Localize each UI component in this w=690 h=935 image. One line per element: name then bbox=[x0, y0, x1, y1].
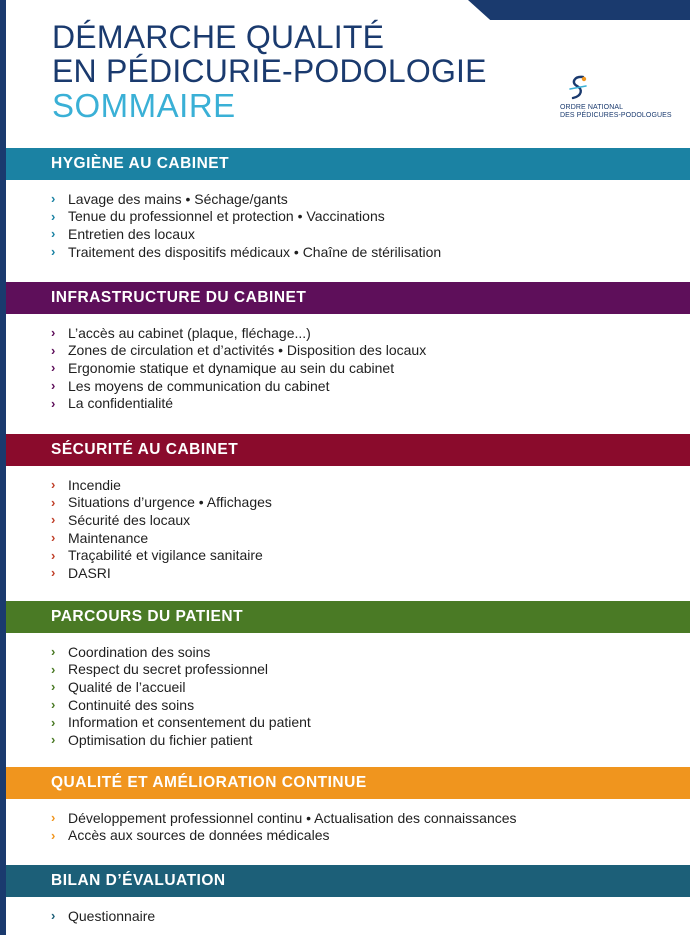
list-item-label: Tenue du professionnel et protection • Vaccinations bbox=[68, 208, 385, 225]
chevron-right-icon: › bbox=[51, 565, 56, 581]
list-item[interactable] bbox=[51, 564, 690, 582]
chevron-right-icon: › bbox=[51, 661, 56, 677]
logo-text bbox=[560, 104, 672, 120]
chevron-right-icon: › bbox=[51, 395, 56, 411]
chevron-right-icon: › bbox=[51, 827, 56, 843]
list-item[interactable] bbox=[51, 546, 690, 564]
list-item-label: Traçabilité et vigilance sanitaire bbox=[68, 547, 263, 564]
title-line-2: EN PÉDICURIE-PODOLOGIE bbox=[52, 53, 487, 89]
chevron-right-icon: › bbox=[51, 342, 56, 358]
list-item[interactable] bbox=[51, 696, 690, 714]
list-item-label: Maintenance bbox=[68, 529, 149, 546]
list-item-label: Respect du secret professionnel bbox=[68, 661, 268, 678]
document-header bbox=[52, 20, 487, 124]
list-item[interactable] bbox=[51, 342, 690, 360]
list-item[interactable] bbox=[51, 713, 690, 731]
section-heading[interactable]: SÉCURITÉ AU CABINET bbox=[6, 434, 690, 466]
toc-section bbox=[6, 601, 690, 749]
list-item[interactable] bbox=[51, 678, 690, 696]
title-line-1: DÉMARCHE QUALITÉ bbox=[52, 19, 385, 55]
section-item-list bbox=[6, 466, 690, 582]
list-item[interactable] bbox=[51, 809, 690, 827]
chevron-right-icon: › bbox=[51, 697, 56, 713]
toc-section bbox=[6, 767, 690, 844]
section-heading[interactable]: HYGIÈNE AU CABINET bbox=[6, 148, 690, 180]
section-item-list bbox=[6, 633, 690, 749]
chevron-right-icon: › bbox=[51, 810, 56, 826]
list-item[interactable] bbox=[51, 661, 690, 679]
chevron-right-icon: › bbox=[51, 644, 56, 660]
chevron-right-icon: › bbox=[51, 530, 56, 546]
chevron-right-icon: › bbox=[51, 908, 56, 924]
list-item-label: Développement professionnel continu • Actualisation des connaissances bbox=[68, 809, 517, 826]
logo-text-line-1: ORDRE NATIONAL bbox=[560, 104, 624, 111]
list-item[interactable] bbox=[51, 529, 690, 547]
chevron-right-icon: › bbox=[51, 325, 56, 341]
section-item-list bbox=[6, 897, 690, 925]
list-item-label: Coordination des soins bbox=[68, 643, 211, 660]
list-item-label: Zones de circulation et d’activités • Disposition des locaux bbox=[68, 342, 427, 359]
list-item[interactable] bbox=[51, 907, 690, 925]
list-item-label: Situations d’urgence • Affichages bbox=[68, 494, 272, 511]
chevron-right-icon: › bbox=[51, 244, 56, 260]
chevron-right-icon: › bbox=[51, 494, 56, 510]
list-item-label: Optimisation du fichier patient bbox=[68, 731, 253, 748]
chevron-right-icon: › bbox=[51, 208, 56, 224]
list-item-label: Lavage des mains • Séchage/gants bbox=[68, 190, 288, 207]
chevron-right-icon: › bbox=[51, 477, 56, 493]
ordre-logo bbox=[558, 74, 678, 124]
list-item-label: Information et consentement du patient bbox=[68, 714, 311, 731]
list-item-label: Entretien des locaux bbox=[68, 225, 195, 242]
logo-text-line-2: DES PÉDICURES-PODOLOGUES bbox=[560, 112, 672, 119]
list-item-label: Incendie bbox=[68, 476, 121, 493]
list-item[interactable] bbox=[51, 511, 690, 529]
section-item-list bbox=[6, 314, 690, 412]
chevron-right-icon: › bbox=[51, 191, 56, 207]
list-item[interactable] bbox=[51, 225, 690, 243]
list-item[interactable] bbox=[51, 394, 690, 412]
section-item-list bbox=[6, 799, 690, 844]
list-item[interactable] bbox=[51, 827, 690, 845]
section-item-list bbox=[6, 180, 690, 260]
list-item[interactable] bbox=[51, 476, 690, 494]
list-item[interactable] bbox=[51, 190, 690, 208]
chevron-right-icon: › bbox=[51, 732, 56, 748]
list-item-label: DASRI bbox=[68, 564, 111, 581]
list-item[interactable] bbox=[51, 208, 690, 226]
chevron-right-icon: › bbox=[51, 679, 56, 695]
list-item[interactable] bbox=[51, 643, 690, 661]
chevron-right-icon: › bbox=[51, 547, 56, 563]
list-item-label: Accès aux sources de données médicales bbox=[68, 827, 330, 844]
chevron-right-icon: › bbox=[51, 360, 56, 376]
list-item-label: Ergonomie statique et dynamique au sein du cabinet bbox=[68, 359, 395, 376]
list-item-label: Qualité de l’accueil bbox=[68, 678, 186, 695]
chevron-right-icon: › bbox=[51, 714, 56, 730]
list-item[interactable] bbox=[51, 324, 690, 342]
toc-section bbox=[6, 282, 690, 412]
toc-section bbox=[6, 148, 690, 260]
section-heading[interactable]: QUALITÉ ET AMÉLIORATION CONTINUE bbox=[6, 767, 690, 799]
list-item[interactable] bbox=[51, 377, 690, 395]
list-item-label: La confidentialité bbox=[68, 395, 174, 412]
list-item[interactable] bbox=[51, 359, 690, 377]
list-item[interactable] bbox=[51, 731, 690, 749]
list-item[interactable] bbox=[51, 243, 690, 261]
logo-mark-icon bbox=[568, 74, 588, 102]
section-heading[interactable]: INFRASTRUCTURE DU CABINET bbox=[6, 282, 690, 314]
subtitle: SOMMAIRE bbox=[52, 87, 236, 124]
chevron-right-icon: › bbox=[51, 378, 56, 394]
toc-section bbox=[6, 434, 690, 582]
list-item[interactable] bbox=[51, 494, 690, 512]
section-heading[interactable]: BILAN D’ÉVALUATION bbox=[6, 865, 690, 897]
list-item-label: Continuité des soins bbox=[68, 696, 195, 713]
chevron-right-icon: › bbox=[51, 512, 56, 528]
toc-section bbox=[6, 865, 690, 925]
section-heading[interactable]: PARCOURS DU PATIENT bbox=[6, 601, 690, 633]
top-right-corner-band bbox=[468, 0, 690, 20]
list-item-label: Sécurité des locaux bbox=[68, 511, 191, 528]
list-item-label: L’accès au cabinet (plaque, fléchage...) bbox=[68, 324, 311, 341]
list-item-label: Questionnaire bbox=[68, 907, 156, 924]
list-item-label: Traitement des dispositifs médicaux • Chaîne de stérilisation bbox=[68, 243, 442, 260]
list-item-label: Les moyens de communication du cabinet bbox=[68, 377, 330, 394]
chevron-right-icon: › bbox=[51, 226, 56, 242]
